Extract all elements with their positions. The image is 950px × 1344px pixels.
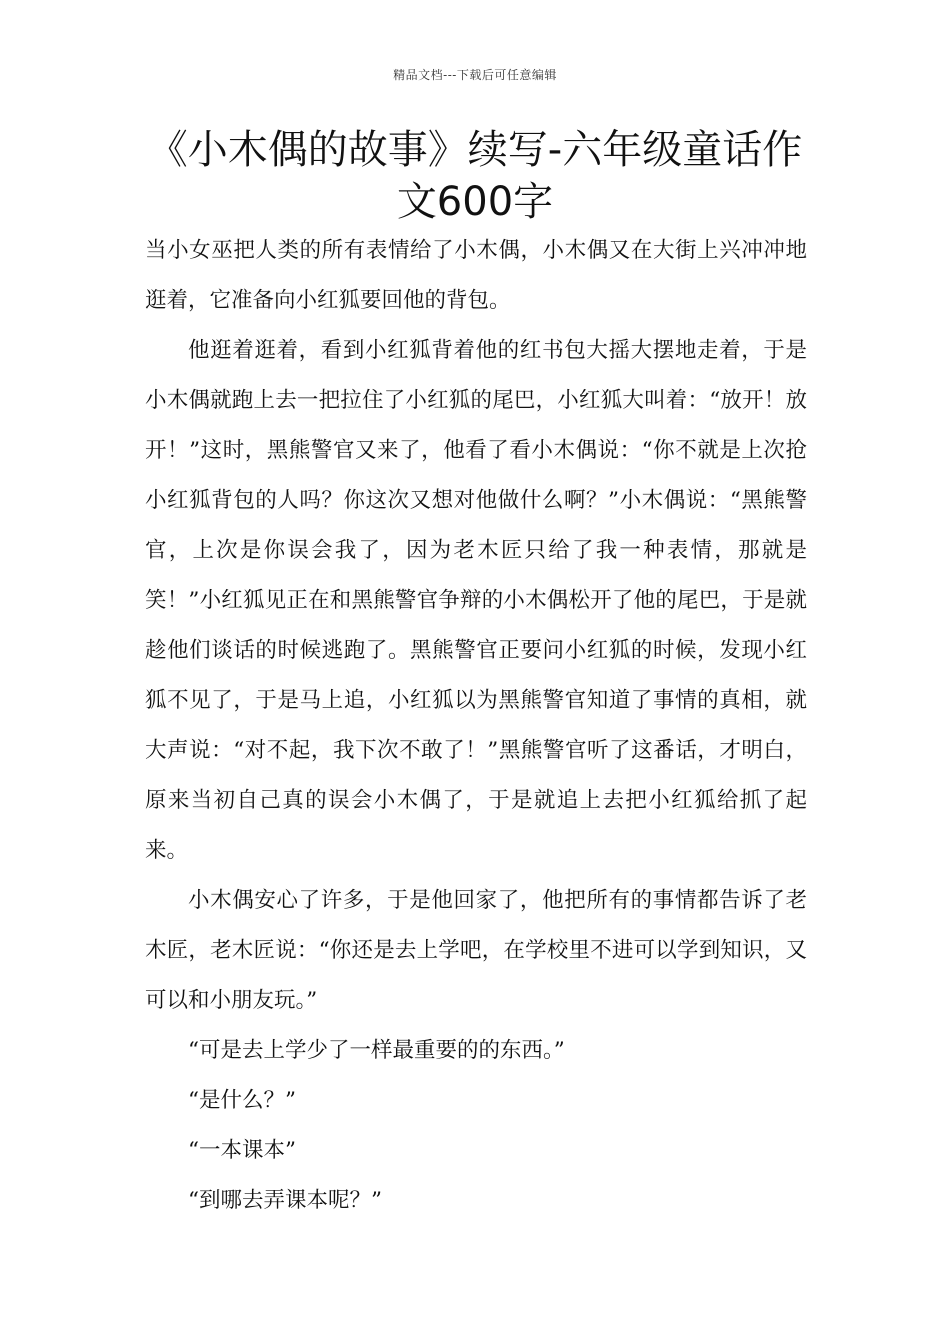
paragraph-4: “可是去上学少了一样最重要的的东西。” (188, 1038, 565, 1063)
paragraph-1: 当小女巫把人类的所有表情给了小木偶，小木偶又在大街上兴冲冲地逛着，它准备向小红狐要回他的背包。 (145, 238, 807, 313)
paragraph-7: “到哪去弄课本呢？” (188, 1188, 382, 1213)
paragraph-2: 他逛着逛着，看到小红狐背着他的红书包大摇大摆地走着，于是小木偶就跑上去一把拉住了小红狐的尾巴，小红狐大叫着：“放开！放开！”这时，黑熊警官又来了，他看了看小木偶说：“你不就是上次抢小红狐背包的人吗？你这次又想对他做什么啊？”小木偶说：“黑熊警官，上次是你误会我了，因为老木匠只给了我一种表情，那就是笑！”小红狐见正在和黑熊警官争辩的小木偶松开了他的尾巴，于是就趁他们谈话的时候逃跑了。黑熊警官正要问小红狐的时候，发现小红狐不见了，于是马上追，小红狐以为黑熊警官知道了事情的真相，就大声说：“对不起，我下次不敢了！”黑熊警官听了这番话，才明白，原来当初自己真的误会小木偶了，于是就追上去把小红狐给抓了起来。 (145, 338, 807, 863)
paragraph-3: 小木偶安心了许多，于是他回家了，他把所有的事情都告诉了老木匠，老木匠说：“你还是去上学吧，在学校里不进可以学到知识，又可以和小朋友玩。” (145, 888, 807, 1013)
document-title: 《小木偶的故事》续写-六年级童话作文600字 (147, 127, 803, 225)
header-note: 精品文档---下载后可任意编辑 (393, 68, 557, 82)
paragraph-5: “是什么？” (188, 1088, 296, 1113)
document-body (145, 226, 807, 1226)
paragraph-6: “一本课本” (188, 1138, 296, 1163)
